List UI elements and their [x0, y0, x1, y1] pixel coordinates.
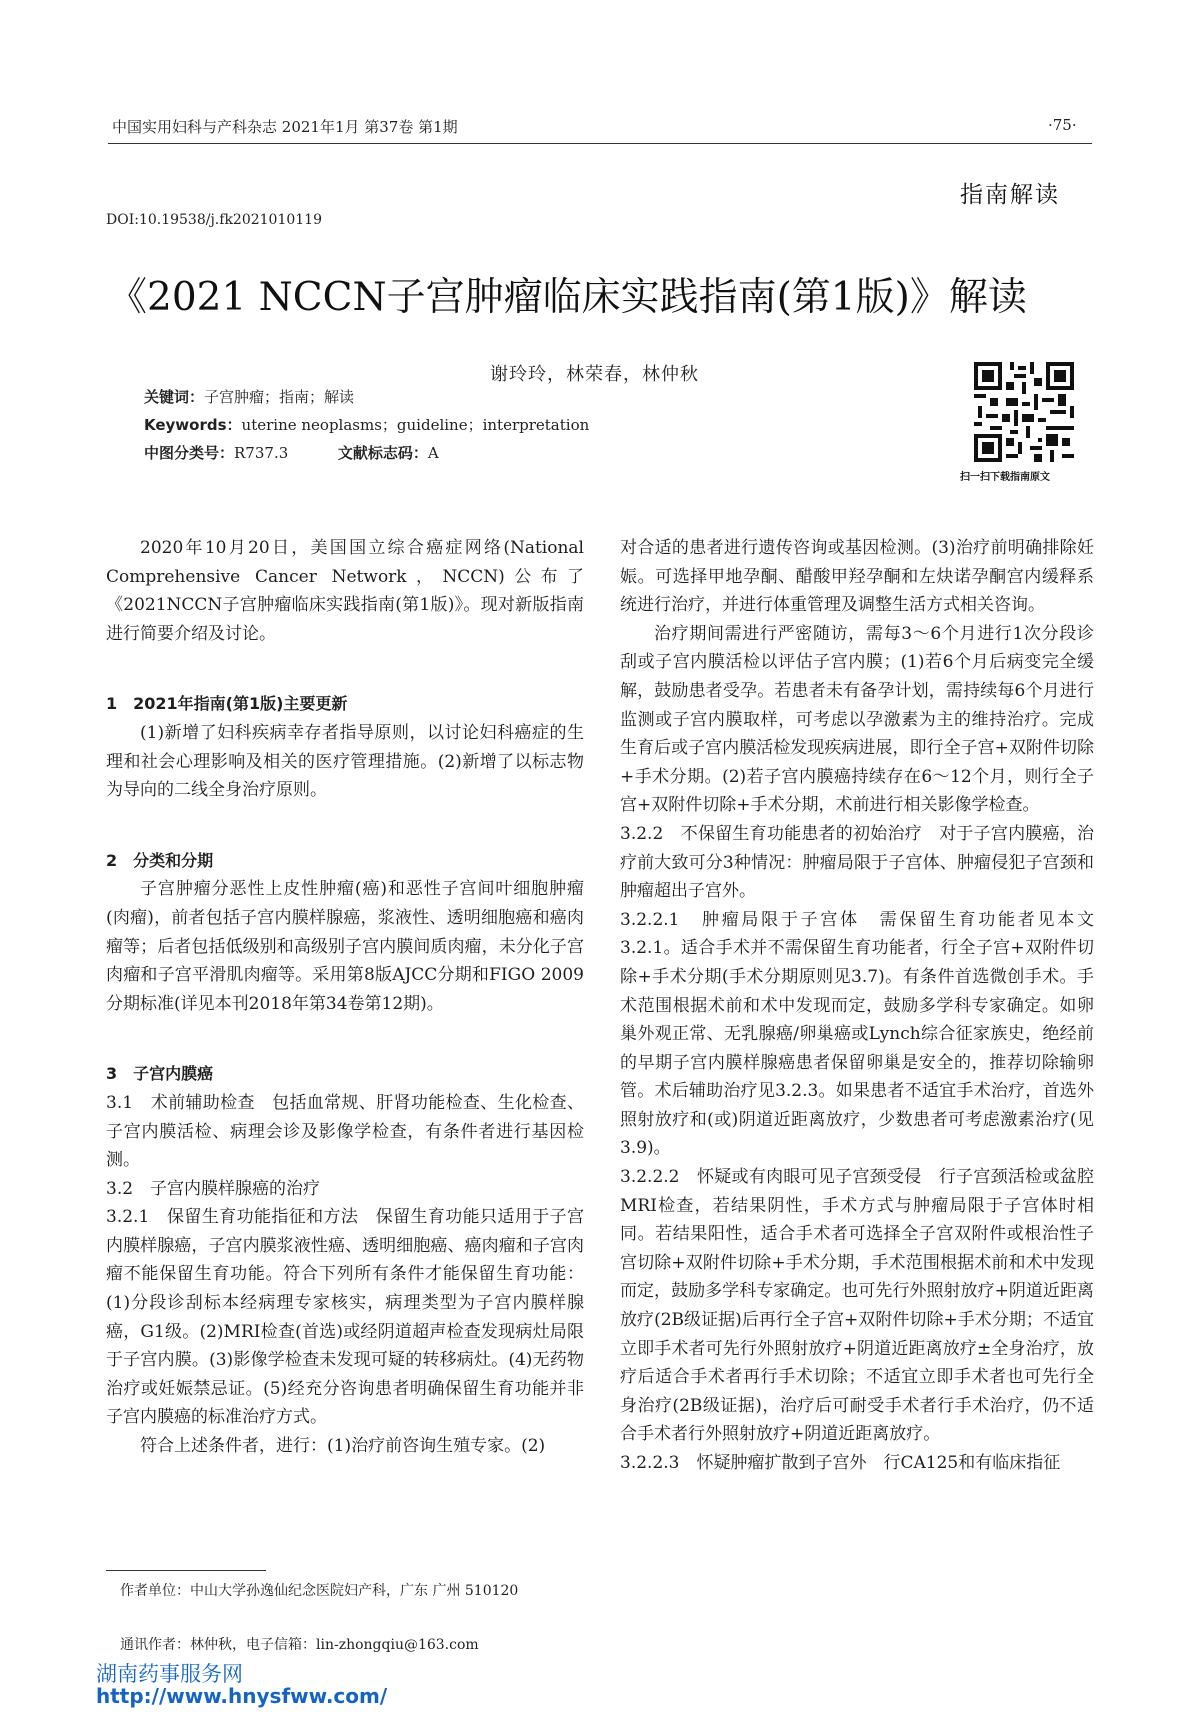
section-3-2-2: 3.2.2 不保留生育功能患者的初始治疗 对于子宫内膜癌，治疗前大致可分3种情况：肿瘤局限于子宫体、肿瘤侵犯子宫颈和肿瘤超出子宫外。 — [620, 823, 1094, 902]
qr-caption: 扫一扫下载指南原文 — [960, 472, 1050, 483]
journal-header: 中国实用妇科与产科杂志 2021年1月 第37卷 第1期 — [112, 118, 458, 136]
section-3-1: 3.1 术前辅助检查 包括血常规、肝肾功能检查、生化检查、子宫内膜活检、病理会诊及影像学检查，有条件者进行基因检测。 — [106, 1092, 584, 1171]
section-3-2-heading: 3.2 子宫内膜样腺癌的治疗 — [106, 1178, 321, 1199]
keywords-cn-label: 关键词： — [144, 388, 205, 406]
clc-value: R737.3 — [234, 444, 289, 462]
keywords-en — [144, 414, 589, 435]
clc-label: 中图分类号： — [144, 444, 235, 462]
keywords-en-value: uterine neoplasms；guideline；interpretation — [241, 416, 590, 434]
section-3-heading: 3 子宫内膜癌 — [106, 1064, 214, 1084]
doccode-label: 文献标志码： — [337, 444, 428, 462]
classification — [144, 442, 439, 463]
section-1-heading: 1 2021年指南(第1版)主要更新 — [106, 694, 348, 714]
correspondence: 通讯作者：林仲秋，电子信箱：lin-zhongqiu@163.com — [120, 1637, 479, 1653]
follow-up-paragraph: 治疗期间需进行严密随访，需每3～6个月进行1次分段诊刮或子宫内膜活检以评估子宫内膜；(1)若6个月后病变完全缓解，鼓励患者受孕。若患者未有备孕计划，需持续每6个月进行监测或子宫内膜取样，可考虑以孕激素为主的维持治疗。完成生育后或子宫内膜活检发现疾病进展，即行全子宫+双附件切除+手术分期。(2)若子宫内膜癌持续存在6～12个月，则行全子宫+双附件切除+手术分期，术前进行相关影像学检查。 — [620, 623, 1094, 816]
section-2-body: 子宫肿瘤分恶性上皮性肿瘤(癌)和恶性子宫间叶细胞肿瘤(肉瘤)，前者包括子宫内膜样腺癌，浆液性、透明细胞癌和癌肉瘤等；后者包括低级别和高级别子宫内膜间质肉瘤，未分化子宫肉瘤和子宫平滑肌肉瘤等。采用第8版AJCC分期和FIGO 2009分期标准(详见本刊2018年第34卷第12期)。 — [106, 879, 584, 1014]
page-number: ·75· — [1048, 116, 1077, 134]
right-column — [620, 534, 1094, 1478]
section-2-heading: 2 分类和分期 — [106, 850, 214, 870]
section-3-2-2-1: 3.2.2.1 肿瘤局限于子宫体 需保留生育功能者见本文3.2.1。适合手术并不需保留生育功能者，行全子宫+双附件切除+手术分期(手术分期原则见3.7)。有条件首选微创手术。手术范围根据术前和术中发现而定，鼓励多学科专家确定。如卵巢外观正常、无乳腺癌/卵巢癌或Lynch综合征家族史，绝经前的早期子宫内膜样腺癌患者保留卵巢是安全的，推荐切除输卵管。术后辅助治疗见3.2.3。如果患者不适宜手术治疗，首选外照射放疗和(或)阴道近距离放疗，少数患者可考虑激素治疗(见3.9)。 — [620, 909, 1094, 1159]
qr-code-icon[interactable] — [974, 362, 1074, 462]
section-category: 指南解读 — [960, 182, 1060, 208]
left-column — [106, 534, 584, 1461]
doi: DOI:10.19538/j.fk2021010119 — [106, 212, 322, 228]
article-title: 《2021 NCCN子宫肿瘤临床实践指南(第1版)》解读 — [108, 275, 1027, 320]
watermark-site-name: 湖南药事服务网 — [96, 1662, 243, 1686]
footnote-divider — [106, 1570, 266, 1571]
section-1-body: (1)新增了妇科疾病幸存者指导原则，以讨论妇科癌症的生理和社会心理影响及相关的医疗管理措施。(2)新增了以标志物为导向的二线全身治疗原则。 — [106, 722, 584, 801]
section-3-2-1: 3.2.1 保留生育功能指征和方法 保留生育功能只适用于子宫内膜样腺癌，子宫内膜浆液性癌、透明细胞癌、癌肉瘤和子宫肉瘤不能保留生育功能。符合下列所有条件才能保留生育功能：(1)分段诊刮标本经病理专家核实，病理类型为子宫内膜样腺癌，G1级。(2)MRI检查(首选)或经阴道超声检查发现病灶局限于子宫内膜。(3)影像学检查未发现可疑的转移病灶。(4)无药物治疗或妊娠禁忌证。(5)经充分咨询患者明确保留生育功能并非子宫内膜癌的标准治疗方式。 — [106, 1207, 584, 1428]
intro-paragraph: 2020年10月20日，美国国立综合癌症网络(National Comprehensive Cancer Network，NCCN)公布了《2021NCCN子宫肿瘤临床实践指南(第1版)》。现对新版指南进行简要介绍及讨论。 — [106, 538, 584, 644]
header-divider — [108, 143, 1092, 144]
section-3-2-2-3: 3.2.2.3 怀疑肿瘤扩散到子宫外 行CA125和有临床指征 — [620, 1453, 1061, 1473]
section-3-2-2-2: 3.2.2.2 怀疑或有肉眼可见子宫颈受侵 行子宫颈活检或盆腔MRI检查，若结果阴性，手术方式与肿瘤局限于子宫体时相同。若结果阳性，适合手术者可选择全子宫双附件或根治性子宫切除+双附件切除+手术分期，手术范围根据术前和术中发现而定，鼓励多学科专家确定。也可先行外照射放疗+阴道近距离放疗(2B级证据)后再行全子宫+双附件切除+手术分期；不适宜立即手术者可先行外照射放疗+阴道近距离放疗±全身治疗，放疗后适合手术者再行手术切除；不适宜立即手术者也可先行全身治疗(2B级证据)，治疗后可耐受手术者行手术治疗，仍不适合手术者行外照射放疗+阴道近距离放疗。 — [620, 1167, 1094, 1445]
section-3-2-1-continued: 符合上述条件者，进行：(1)治疗前咨询生殖专家。(2) — [140, 1436, 546, 1457]
watermark-url-link[interactable]: http://www.hnysfww.com/ — [96, 1684, 388, 1708]
authors: 谢玲玲，林荣春，林仲秋 — [490, 364, 699, 385]
author-affiliation: 作者单位：中山大学孙逸仙纪念医院妇产科，广东 广州 510120 — [120, 1583, 519, 1599]
doccode-value: A — [427, 444, 439, 462]
keywords-cn-value: 子宫肿瘤；指南；解读 — [204, 388, 355, 406]
keywords-en-label: Keywords： — [144, 416, 242, 434]
paragraph-continued: 对合适的患者进行遗传咨询或基因检测。(3)治疗前明确排除妊娠。可选择甲地孕酮、醋酸甲羟孕酮和左炔诺孕酮宫内缓释系统进行治疗，并进行体重管理及调整生活方式相关咨询。 — [620, 538, 1094, 616]
keywords-cn — [144, 386, 354, 407]
